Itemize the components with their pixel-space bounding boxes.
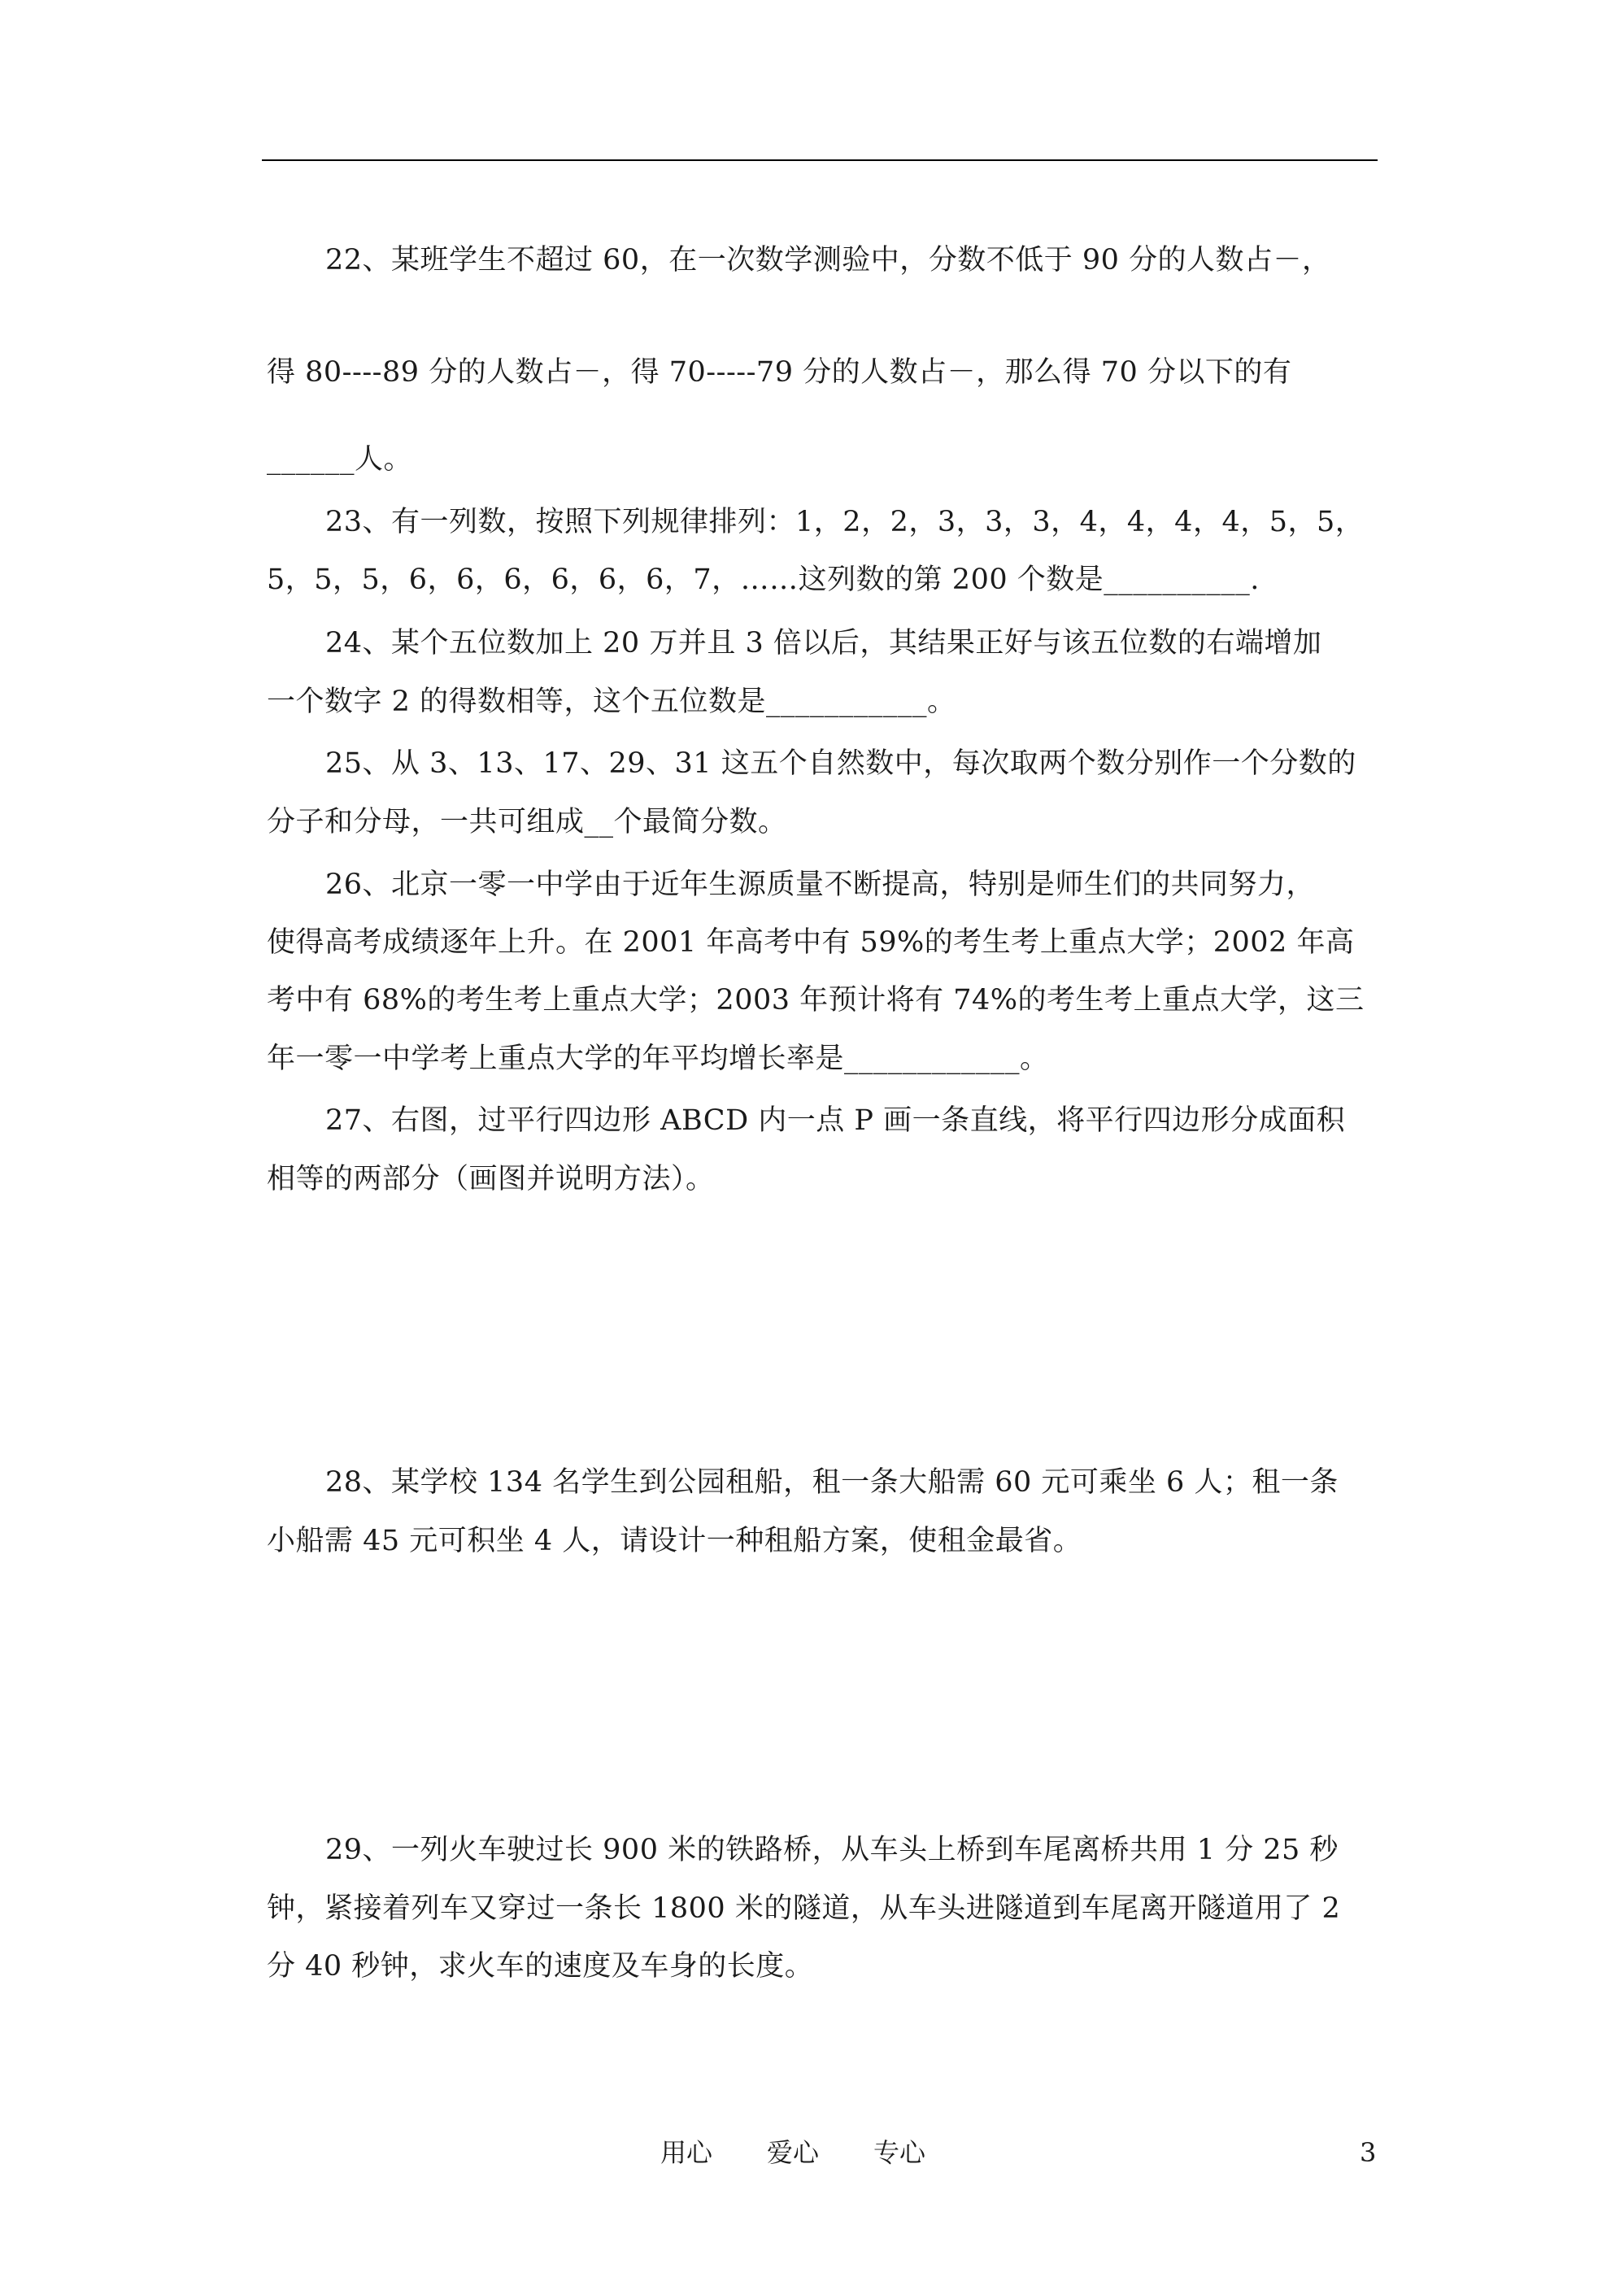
q29-line-2: 钟，紧接着列车又穿过一条长 1800 米的隧道，从车头进隧道到车尾离开隧道用了 2 [267, 1892, 1341, 1925]
q24-line-1: 24、某个五位数加上 20 万并且 3 倍以后，其结果正好与该五位数的右端增加 [325, 627, 1322, 660]
q26-line-3: 考中有 68%的考生考上重点大学；2003 年预计将有 74%的考生考上重点大学，这三 [267, 984, 1365, 1017]
q25-line-1: 25、从 3、13、17、29、31 这五个自然数中，每次取两个数分别作一个分数的 [325, 747, 1356, 780]
q29-line-1: 29、一列火车驶过长 900 米的铁路桥，从车头上桥到车尾离桥共用 1 分 25 秒 [325, 1834, 1339, 1866]
q23-line-1: 23、有一列数，按照下列规律排列：1，2，2，3，3，3，4，4，4，4，5，5， [325, 506, 1365, 538]
q29-line-3: 分 40 秒钟，求火车的速度及车身的长度。 [267, 1950, 814, 1983]
q24-line-2: 一个数字 2 的得数相等，这个五位数是___________。 [267, 686, 956, 718]
footer-motto-2: 爱心 [767, 2137, 820, 2168]
q28-line-2: 小船需 45 元可积坐 4 人，请设计一种租船方案，使租金最省。 [267, 1525, 1082, 1557]
q27-line-2: 相等的两部分（画图并说明方法）。 [267, 1163, 715, 1195]
q22-line-1: 22、某班学生不超过 60，在一次数学测验中，分数不低于 90 分的人数占－， [325, 244, 1331, 276]
header-rule [262, 159, 1378, 161]
q22-line-3: ______人。 [267, 443, 413, 476]
footer-motto-3: 专心 [873, 2137, 926, 2168]
q26-line-2: 使得高考成绩逐年上升。在 2001 年高考中有 59%的考生考上重点大学；2002 年高 [267, 926, 1355, 959]
q26-line-1: 26、北京一零一中学由于近年生源质量不断提高，特别是师生们的共同努力， [325, 869, 1316, 901]
q25-line-2: 分子和分母，一共可组成__个最简分数。 [267, 806, 787, 838]
q27-line-1: 27、右图，过平行四边形 ABCD 内一点 P 画一条直线，将平行四边形分成面积 [325, 1104, 1346, 1137]
q22-line-2: 得 80----89 分的人数占－，得 70-----79 分的人数占－，那么得 70 分以下的有 [267, 356, 1292, 389]
footer-motto-1: 用心 [660, 2137, 713, 2168]
q28-line-1: 28、某学校 134 名学生到公园租船，租一条大船需 60 元可乘坐 6 人；租一条 [325, 1466, 1339, 1499]
page-number: 3 [1360, 2137, 1377, 2168]
q26-line-4: 年一零一中学考上重点大学的年平均增长率是____________。 [267, 1043, 1049, 1075]
q23-line-2: 5，5，5，6，6，6，6，6，6，7，……这列数的第 200 个数是__________. [267, 564, 1260, 596]
